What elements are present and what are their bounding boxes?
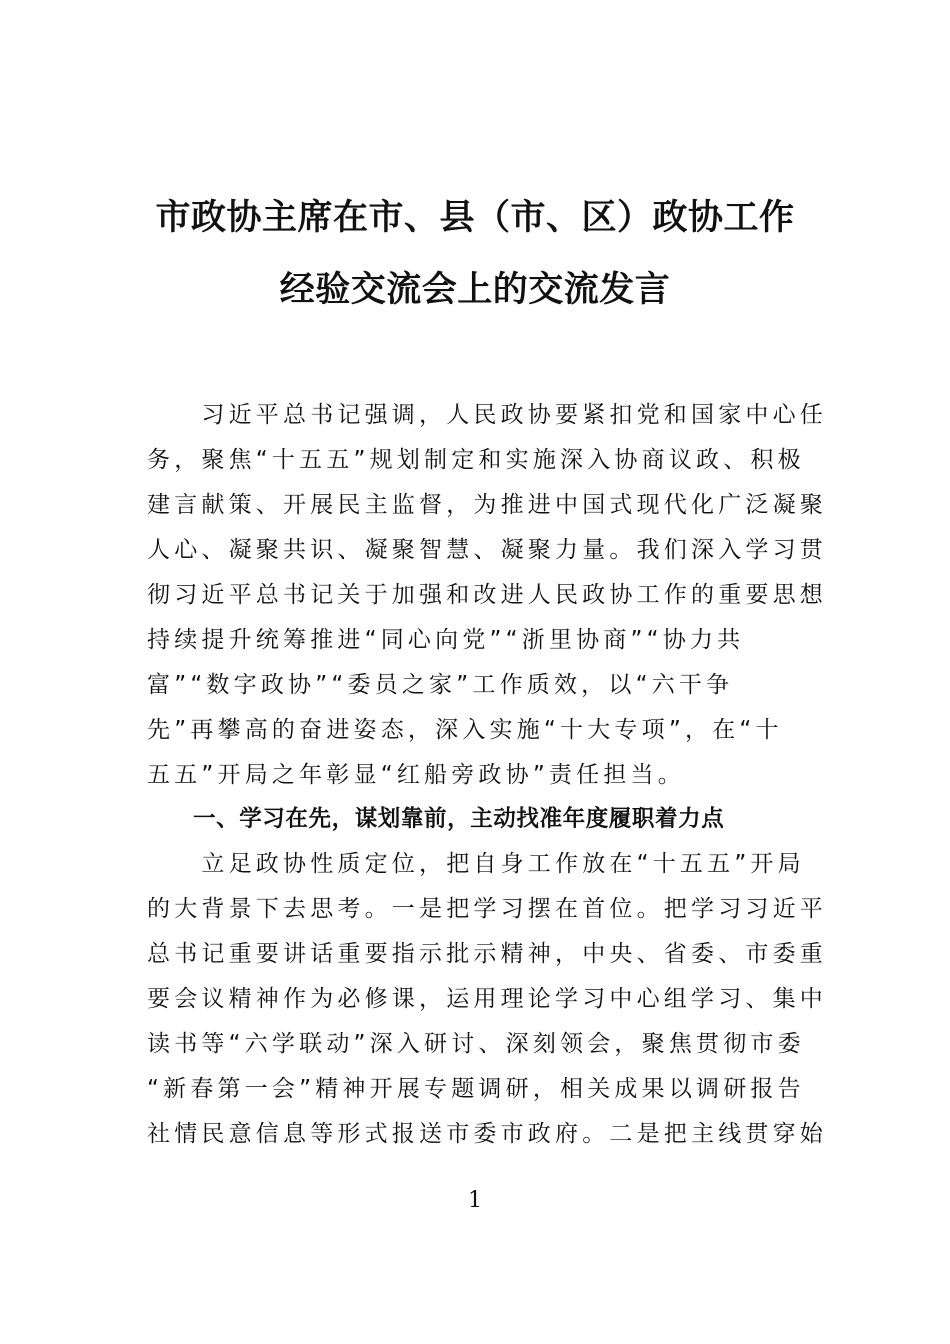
text-line: 建言献策、开展民主监督，为推进中国式现代化广泛凝聚 [147, 492, 827, 518]
text-line: 彻习近平总书记关于加强和改进人民政协工作的重要思想 [147, 582, 827, 608]
text-line: 立足政协性质定位，把自身工作放在“十五五”开局 [147, 851, 805, 877]
document-title-line-1: 市政协主席在市、县（市、区）政协工作 [155, 197, 795, 238]
text-line: 要会议精神作为必修课，运用理论学习中心组学习、集中 [147, 986, 827, 1012]
text-line: 人心、凝聚共识、凝聚智慧、凝聚力量。我们深入学习贯 [147, 537, 827, 563]
text-line: 持续提升统筹推进“同心向党”“浙里协商”“协力共 [147, 627, 745, 653]
text-line: 五五”开局之年彰显“红船旁政协”责任担当。 [147, 762, 685, 788]
text-line: “新春第一会”精神开展专题调研，相关成果以调研报告 [147, 1076, 805, 1102]
text-line: 习近平总书记强调，人民政协要紧扣党和国家中心任 [147, 402, 827, 428]
text-line: 读书等“六学联动”深入研讨、深刻领会，聚焦贯彻市委 [147, 1031, 805, 1057]
section-heading-1: 一、学习在先，谋划靠前，主动找准年度履职着力点 [193, 806, 725, 832]
text-line: 社情民意信息等形式报送市委市政府。二是把主线贯穿始 [147, 1121, 827, 1147]
text-line: 总书记重要讲话重要指示批示精神，中央、省委、市委重 [147, 941, 827, 967]
text-line: 富”“数字政协”“委员之家”工作质效，以“六干争 [147, 672, 734, 698]
text-line: 先”再攀高的奋进姿态，深入实施“十大专项”，在“十 [147, 717, 783, 743]
text-line: 务，聚焦“十五五”规划制定和实施深入协商议政、积极 [147, 447, 805, 473]
text-line: 的大背景下去思考。一是把学习摆在首位。把学习习近平 [147, 896, 827, 922]
page-number: 1 [468, 1188, 482, 1213]
document-title-line-2: 经验交流会上的交流发言 [279, 269, 671, 310]
